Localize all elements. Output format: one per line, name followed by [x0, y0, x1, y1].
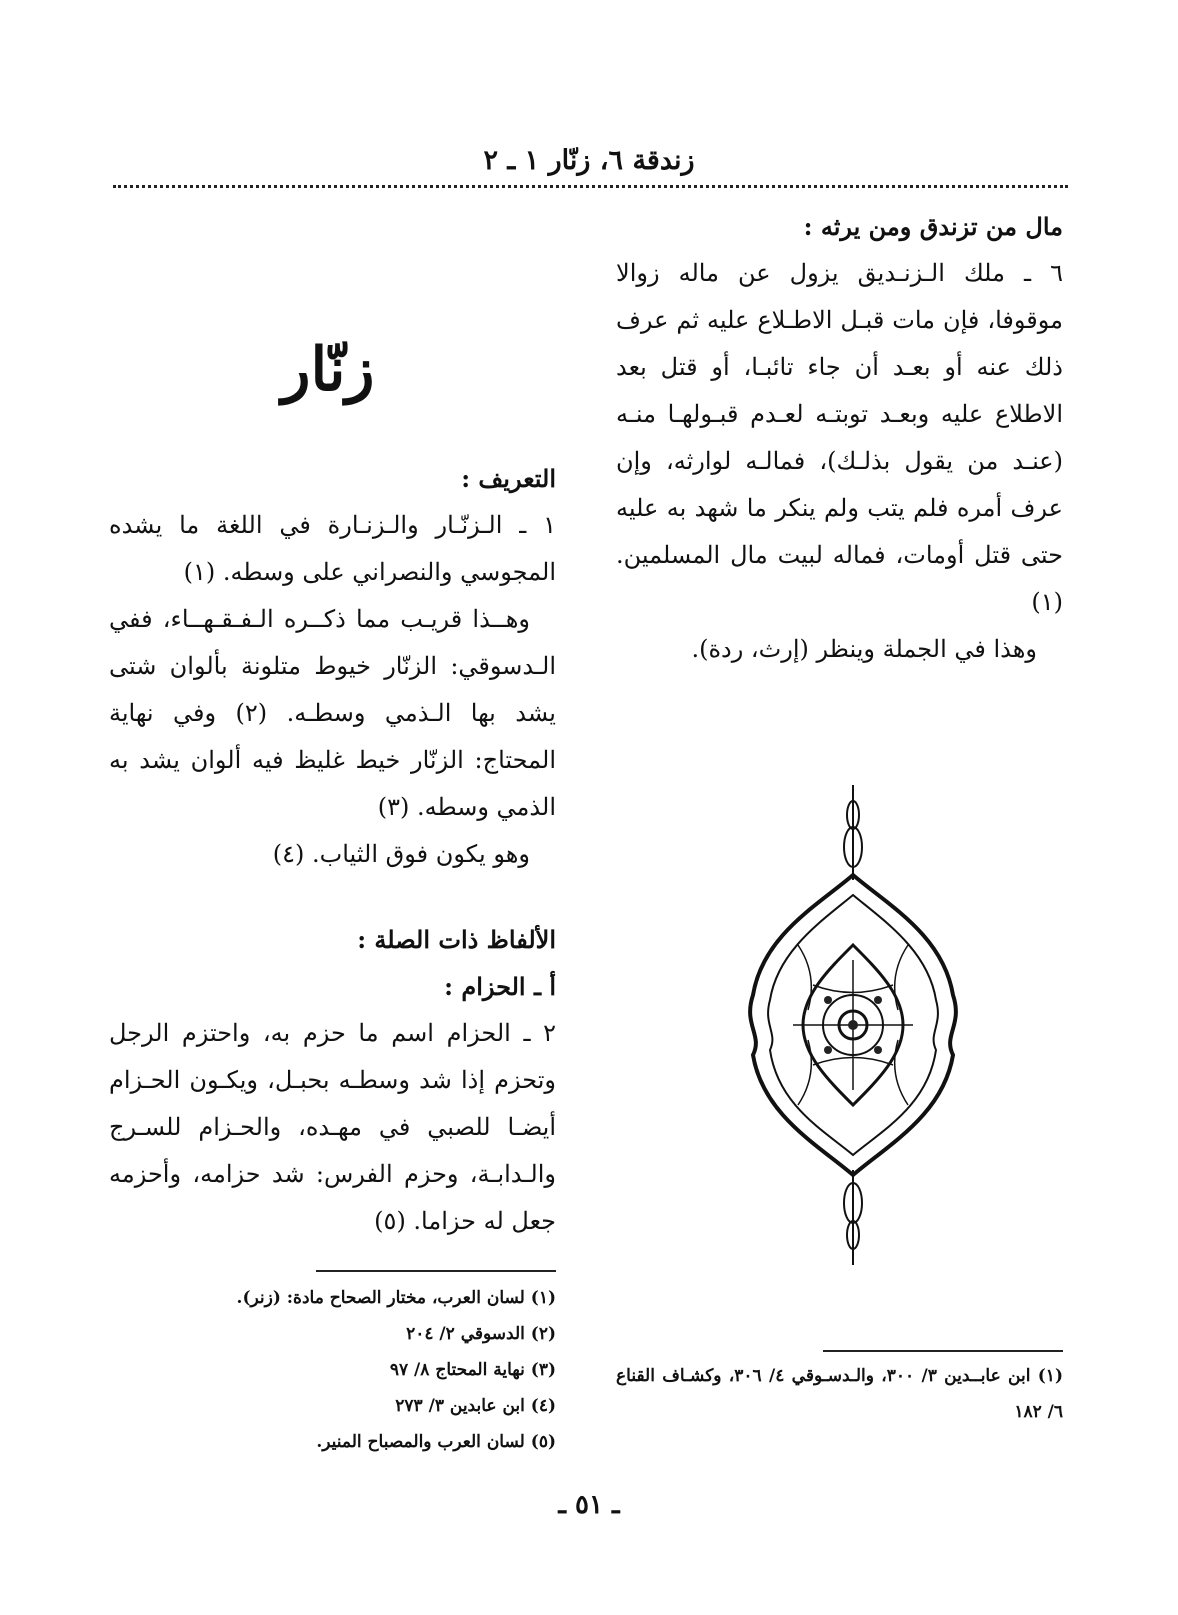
- paragraph-2: ٢ ـ الحزام اسم ما حزم به، واحتزم الرجل وتحزم إذا شد وسطـه بحبـل، ويكـون الحـزام أيضـا للصبي في مهـده، والحـزام للسـرج والـدابـة، وحزم الفرس: شد حزامه، وأحزمه جعل له حزاما. (٥): [109, 1019, 556, 1235]
- footnote-rule-left: [316, 1270, 556, 1272]
- footnote-left-5: (٥) لسان العرب والمصباح المنير.: [316, 1432, 556, 1452]
- header-dotted-rule: [113, 185, 1068, 188]
- definition-heading: التعريف :: [461, 464, 556, 493]
- running-title: زندقة ٦، زنّار ١ ـ ٢: [483, 145, 695, 176]
- footnotes-left: [109, 1280, 556, 1460]
- related-terms-heading: الألفاظ ذات الصلة :: [357, 925, 556, 954]
- entry-title: زنّار: [281, 335, 375, 405]
- closing-paragraph: وهذا في الجملة وينظر (إرث، ردة).: [691, 635, 1037, 663]
- footnote-rule-right: [823, 1350, 1063, 1352]
- paragraph-1-end: وهو يكون فوق الثياب. (٤): [272, 840, 530, 868]
- paragraph-1-continued: وهــذا قريـب مما ذكــره الـفـقـهــاء، ففي الـدسوقي: الزنّار خيوط متلونة بألوان شتى يشد بها الـذمي وسطـه. (٢) وفي نهاية المحتاج: الزنّار خيط غليظ فيه ألوان يشد به الذمي وسطه. (٣): [109, 605, 556, 821]
- footnote-left-4: (٤) ابن عابدين ٣/ ٢٧٣: [395, 1396, 556, 1416]
- right-column: [616, 203, 1063, 673]
- page-number: ـ ٥١ ـ: [558, 1490, 620, 1520]
- subheading-hizam: أ ـ الحزام :: [444, 972, 556, 1001]
- decorative-ornament-icon: [738, 785, 968, 1265]
- footnote-left-1: (١) لسان العرب، مختار الصحاح مادة: (زنر).: [236, 1288, 556, 1308]
- paragraph-6: ٦ ـ ملك الـزنـديق يزول عن ماله زوالا موقوفا، فإن مات قبـل الاطـلاع عليه ثم عرف ذلك عنه أو بعـد أن جاء تائبـا، أو قتل بعد الاطلاع عليه وبعـد توبتـه لعـدم قبـولهـا منـه (عنـد من يقول بذلـك)، فمالـه لوارثه، وإن عرف أمره فلم يتب ولم ينكر ما شهد به عليه حتى قتل أومات، فماله لبيت مال المسلمين. (١): [616, 259, 1063, 616]
- paragraph-1: ١ ـ الـزنّـار والـزنـارة في اللغة ما يشده المجوسي والنصراني على وسطه. (١): [109, 511, 557, 586]
- footnotes-right: [616, 1358, 1063, 1430]
- section-title-apostate-property: مال من تزندق ومن يرثه :: [803, 212, 1063, 241]
- footnote-right-1: (١) ابن عابــدين ٣/ ٣٠٠، والـدسـوقي ٤/ ٣٠٦، وكشـاف القناع ٦/ ١٨٢: [616, 1366, 1063, 1422]
- left-column: [109, 455, 556, 1245]
- footnote-left-3: (٣) نهاية المحتاج ٨/ ٩٧: [389, 1360, 556, 1380]
- footnote-left-2: (٢) الدسوقي ٢/ ٢٠٤: [406, 1324, 556, 1344]
